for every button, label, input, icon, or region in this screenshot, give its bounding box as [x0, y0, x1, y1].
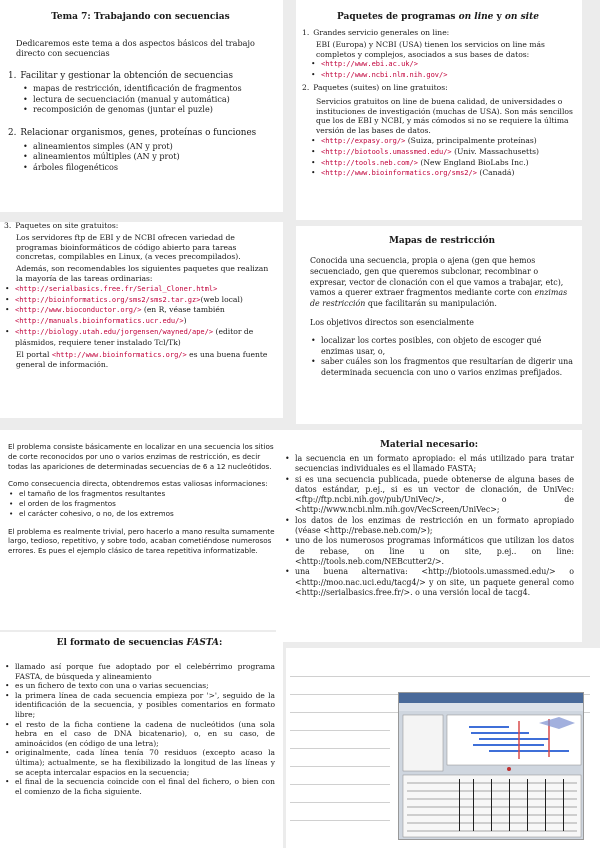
- slide-title: Mapas de restricción: [388, 236, 496, 246]
- list-item: • el tamaño de los fragmentos resultantes: [8, 489, 275, 499]
- item-1-text: EBI (Europa) y NCBI (USA) tienen los servicios on line más completos y complejos, asociados a sus bases de datos:: [316, 39, 545, 59]
- item-num: 3.: [4, 222, 12, 230]
- list-item: • recomposición de genomas (juntar el puzle): [22, 104, 273, 114]
- software-screenshot: [398, 692, 584, 840]
- slide-title: Tema 7: Trabajando con secuencias: [51, 12, 230, 22]
- list-item: • la secuencia en un formato apropiado: el más utilizado para tratar secuencias individuales es el llamado FASTA;: [284, 454, 574, 475]
- note: (Suiza, principalmente proteínas): [405, 135, 537, 145]
- text: que facilitarán su manipulación.: [365, 299, 497, 309]
- section-1-num: 1.: [8, 70, 17, 81]
- item-1-head: [302, 28, 574, 38]
- material-list: [284, 454, 574, 598]
- note: (New England BioLabs Inc.): [417, 157, 529, 167]
- url-link[interactable]: <http://www.ebi.ac.uk/>: [321, 60, 418, 69]
- list-item: [310, 59, 574, 70]
- item-1-urls: [302, 59, 574, 81]
- note-line: [290, 802, 390, 803]
- item-num: 1.: [302, 28, 310, 37]
- list-item: [310, 70, 574, 81]
- slide-formato-fasta: [0, 632, 283, 848]
- list-item: [310, 168, 574, 179]
- list-item: • el final de la secuencia coincide con el final del fichero, o bien con el comienzo de la ficha siguiente.: [4, 777, 275, 796]
- info-list: [8, 489, 275, 518]
- section-2-list: [8, 141, 273, 172]
- url-link[interactable]: <http://www.bioinformatics.org/sms2/>: [321, 169, 477, 178]
- list-item: • la primera línea de cada secuencia empieza por '>', seguido de la identificación de la secuencia, y posibles comentarios en formato libre;: [4, 691, 275, 720]
- list-item: • uno de los numerosos programas informáticos que utilizan los datos de rebase, on line u on site, p.ej.. on line: <http://tools.neb.com/NEBcutter2/>.: [284, 536, 574, 567]
- list-item: [310, 136, 574, 147]
- list-item: • el carácter cohesivo, o no, de los extremos: [8, 509, 275, 519]
- list-item: • alineamientos simples (AN y prot): [22, 141, 273, 151]
- item-3-head: [4, 222, 275, 231]
- list-item: • árboles filogenéticos: [22, 162, 273, 172]
- slide-material: [276, 430, 582, 642]
- notes-area: [286, 648, 600, 848]
- note: (web local): [200, 294, 243, 304]
- text1: [310, 256, 574, 310]
- list-item: • originalmente, cada línea tenía 70 residuos (excepto acaso la última); actualmente, se ha flexibilizado la longitud de las líneas y se acepta intercalar espacios en la secuencia;: [4, 748, 275, 777]
- item-num: 2.: [302, 82, 310, 92]
- note: (en R, véase también: [141, 305, 225, 315]
- list-item: • el resto de la ficha contiene la cadena de nucleótidos (una sola hebra en el caso de DNA bicatenario), o, en su caso, de aminoácidos (en código de una letra);: [4, 720, 275, 749]
- title-part: FASTA: [186, 638, 220, 648]
- section-2-head: [8, 128, 273, 138]
- note: (Canadá): [476, 168, 515, 178]
- text: Conocida una secuencia, propia o ajena (gen que hemos secuenciado, gen que queremos subclonar, recombinar o expresar, vector de clonación con el que vamos a trabajar, etc), vamos a querer extraer fragmentos mediante corte con: [310, 256, 564, 298]
- list-item: • los datos de los enzimas de restricción en un formato apropiado (véase <http://rebase.neb.com/>);: [284, 516, 574, 537]
- title-part: on site: [504, 12, 539, 22]
- title-part: Paquetes de programas: [337, 12, 459, 22]
- section-1-text: Facilitar y gestionar la obtención de secuencias: [20, 70, 233, 81]
- list-item: • mapas de restricción, identificación de fragmentos: [22, 83, 273, 93]
- section-1-list: [8, 83, 273, 114]
- item-head: Grandes servicio generales on line:: [313, 28, 450, 37]
- fasta-list: [4, 662, 275, 796]
- item-2-text: Servicios gratuitos on line de buena calidad, de universidades o instituciones de investigación (muchas de USA). Son más sencillos que los de EBI y NCBI, y más cómodos si no se requiere la última versión de las bases de datos.: [316, 96, 573, 136]
- url-link[interactable]: <http://biology.utah.edu/jorgensen/wayned/ape/>: [15, 327, 214, 336]
- note-line: [290, 766, 390, 767]
- screenshot-graphic: [399, 693, 584, 840]
- list-item: • localizar los cortes posibles, con objeto de escoger qué enzimas usar, o,: [310, 336, 574, 358]
- text2: Como consecuencia directa, obtendremos estas valiosas informaciones:: [8, 479, 268, 489]
- item-head: Paquetes on site gratuitos:: [15, 222, 119, 230]
- intro-text: Dedicaremos este tema a dos aspectos básicos del trabajo directo con secuencias: [16, 38, 255, 59]
- item-3-list: [4, 284, 275, 348]
- url-link[interactable]: <http://www.ncbi.nlm.nih.gov/>: [321, 71, 448, 80]
- slide-title: Material necesario:: [379, 440, 479, 450]
- note-line: [290, 676, 590, 677]
- note-line: [290, 730, 390, 731]
- list-item: • lectura de secuenciación (manual y automática): [22, 94, 273, 104]
- slide-title: [302, 12, 574, 22]
- text1: El problema consiste básicamente en localizar en una secuencia los sitios de corte reconocidos por uno o varios enzimas de restricción, es decir todas las apariciones de determinadas secuencias de 6 a 12 nucleótidos.: [8, 442, 274, 471]
- url-link[interactable]: <http://manuals.bioinformatics.ucr.edu/>: [15, 317, 184, 326]
- list-item: [4, 327, 275, 348]
- slide-problema: [0, 430, 283, 630]
- title-part: on line: [458, 12, 494, 22]
- slide-paquetes-on-site: [0, 222, 283, 418]
- url-link[interactable]: <http://tools.neb.com/>: [321, 158, 418, 167]
- url-link[interactable]: <http://www.bioinformatics.org/>: [51, 350, 187, 359]
- list-item: [4, 305, 275, 327]
- slide-mapas-restriccion: [296, 226, 582, 424]
- url-link[interactable]: <http://www.bioconductor.org/>: [15, 306, 142, 315]
- note: (editor de plásmidos, requiere tener instalado Tcl/Tk): [15, 326, 254, 347]
- list-item: • alineamientos múltiples (AN y prot): [22, 151, 273, 161]
- slide-tema7: [0, 0, 283, 212]
- list-item: [310, 147, 574, 158]
- title-part: :: [219, 638, 223, 648]
- item-head: Paquetes (suites) on line gratuitos:: [313, 82, 448, 92]
- text3: El problema es realmente trivial, pero hacerlo a mano resulta sumamente largo, tedioso, repetitivo, y sobre todo, acaban cometiéndose numerosos errores. Es pues el ejemplo clásico de tarea repetitiva informatizable.: [8, 526, 275, 556]
- note-line: [290, 784, 390, 785]
- list-item: • el orden de los fragmentos: [8, 499, 275, 509]
- list-item: [310, 158, 574, 169]
- portal-text: [4, 350, 275, 371]
- text: es una buena fuente general de información.: [16, 349, 268, 370]
- note: ): [183, 316, 187, 326]
- title-part: y: [493, 12, 505, 22]
- url-link[interactable]: <http://bioinformatics.org/sms2/sms2.tar.gz>: [15, 295, 201, 304]
- section-1-head: [8, 71, 273, 81]
- title-part: El formato de secuencias: [56, 638, 187, 648]
- text2: Los objetivos directos son esencialmente: [310, 317, 474, 327]
- slide-title: [4, 638, 275, 648]
- item-3-text2: Además, son recomendables los siguientes paquetes que realizan la mayoría de las tareas ordinarias:: [16, 264, 269, 283]
- url-link[interactable]: <http://serialbasics.free.fr/Serial_Cloner.html>: [15, 284, 218, 293]
- item-3-text1: Los servidores ftp de EBI y de NCBI ofrecen variedad de programas bioinformáticos de código abierto para tareas concretas, compilables en Linux, (a veces precompilados).: [16, 232, 241, 262]
- list-item: • si es una secuencia publicada, puede obtenerse de alguna bases de datos estándar, p.ej., si es un vector de clonación, de UniVec: <ftp://ftp.ncbi.nih.gov/pub/UniVec/>, o de <http://www.ncbi.nlm.nih.gov/VecScreen/UniVec>;: [284, 475, 574, 516]
- url-link[interactable]: <http://expasy.org/>: [321, 136, 406, 145]
- list-item: • es un fichero de texto con una o varias secuencias;: [4, 681, 275, 691]
- slide-paquetes: [296, 0, 582, 220]
- section-2-text: Relacionar organismos, genes, proteínas o funciones: [20, 128, 257, 139]
- list-item: [4, 295, 275, 306]
- list-item: • llamado así porque fue adoptado por el celebérrimo programa FASTA, de búsqueda y alineamiento: [4, 662, 275, 681]
- note-line: [290, 748, 390, 749]
- objectives-list: [310, 336, 574, 379]
- url-link[interactable]: <http://biotools.umassmed.edu/>: [321, 147, 452, 156]
- item-2-list: [302, 136, 574, 179]
- list-item: [4, 284, 275, 295]
- note-line: [290, 820, 390, 821]
- text: enzimas de restricción: [310, 288, 568, 309]
- note: (Univ. Massachusetts): [451, 146, 539, 156]
- item-2-head: [302, 83, 574, 93]
- text: El portal: [16, 349, 52, 359]
- section-2-num: 2.: [8, 128, 17, 139]
- list-item: • saber cuáles son los fragmentos que resultarían de digerir una determinada secuencia con uno o varios enzimas prefijados.: [310, 357, 574, 379]
- list-item: • una buena alternativa: <http://biotools.umassmed.edu/> o <http://moo.nac.uci.edu/tacg4/> y on site, un paquete general como <http://serialbasics.free.fr/>. o una versión local de tacg4.: [284, 567, 574, 598]
